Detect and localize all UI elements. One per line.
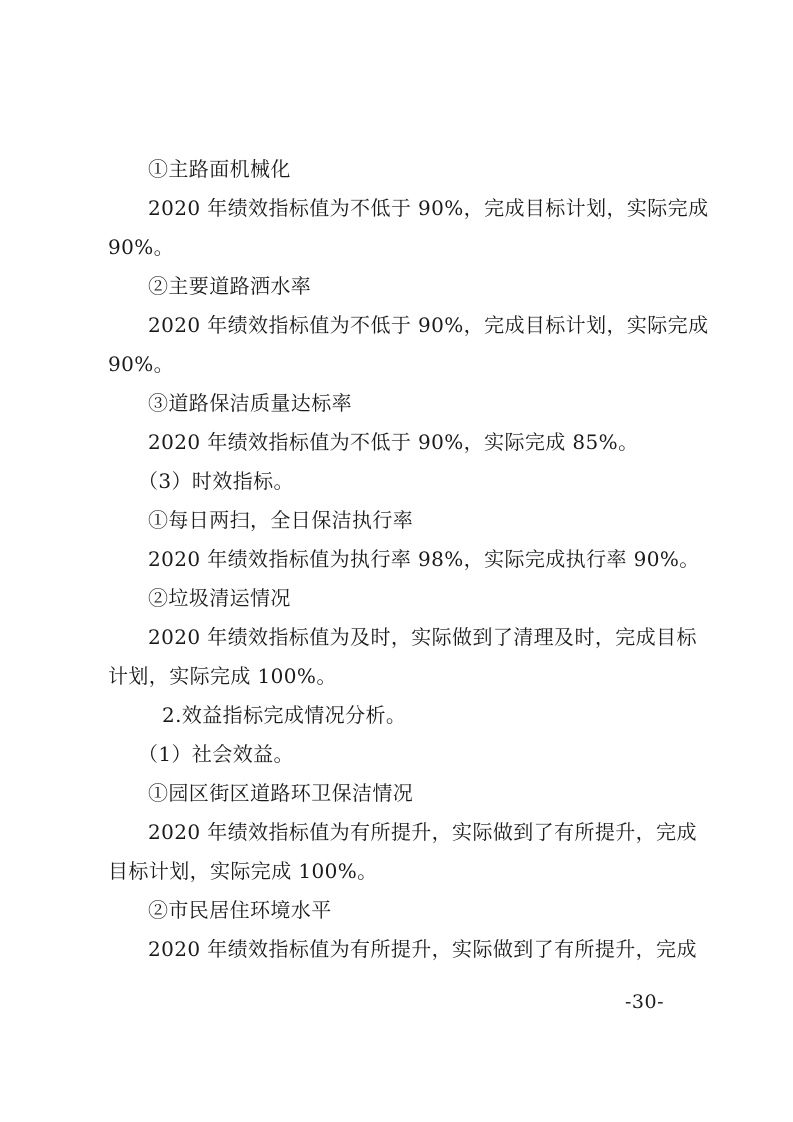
paragraph-line: 2020 年绩效指标值为有所提升，实际做到了有所提升，完成	[148, 937, 697, 961]
section-heading: 2.效益指标完成情况分析。	[162, 703, 407, 727]
section-heading: （1）社会效益。	[138, 742, 294, 766]
paragraph-line: 计划，实际完成 100%。	[108, 664, 337, 688]
paragraph-line: 2020 年绩效指标值为执行率 98%，实际完成执行率 90%。	[148, 547, 700, 571]
item-heading: ②市民居住环境水平	[148, 898, 332, 922]
item-heading: ①主路面机械化	[148, 157, 291, 181]
item-heading: ②垃圾清运情况	[148, 586, 291, 610]
paragraph-line: 2020 年绩效指标值为及时，实际做到了清理及时，完成目标	[148, 625, 697, 649]
paragraph-line: 目标计划，实际完成 100%。	[108, 859, 378, 883]
item-heading: ①每日两扫，全日保洁执行率	[148, 508, 414, 532]
paragraph-line: 90%。	[108, 352, 175, 376]
paragraph-line: 2020 年绩效指标值为不低于 90%，完成目标计划，实际完成	[148, 313, 709, 337]
item-heading: ③道路保洁质量达标率	[148, 391, 352, 415]
page-number: -30-	[625, 991, 665, 1013]
section-heading: （3）时效指标。	[138, 469, 294, 493]
item-heading: ①园区街区道路环卫保洁情况	[148, 781, 414, 805]
paragraph-line: 2020 年绩效指标值为有所提升，实际做到了有所提升，完成	[148, 820, 697, 844]
paragraph-line: 90%。	[108, 235, 175, 259]
paragraph-line: 2020 年绩效指标值为不低于 90%，完成目标计划，实际完成	[148, 196, 709, 220]
paragraph-line: 2020 年绩效指标值为不低于 90%，实际完成 85%。	[148, 430, 639, 454]
document-body	[108, 150, 709, 969]
item-heading: ②主要道路洒水率	[148, 274, 312, 298]
